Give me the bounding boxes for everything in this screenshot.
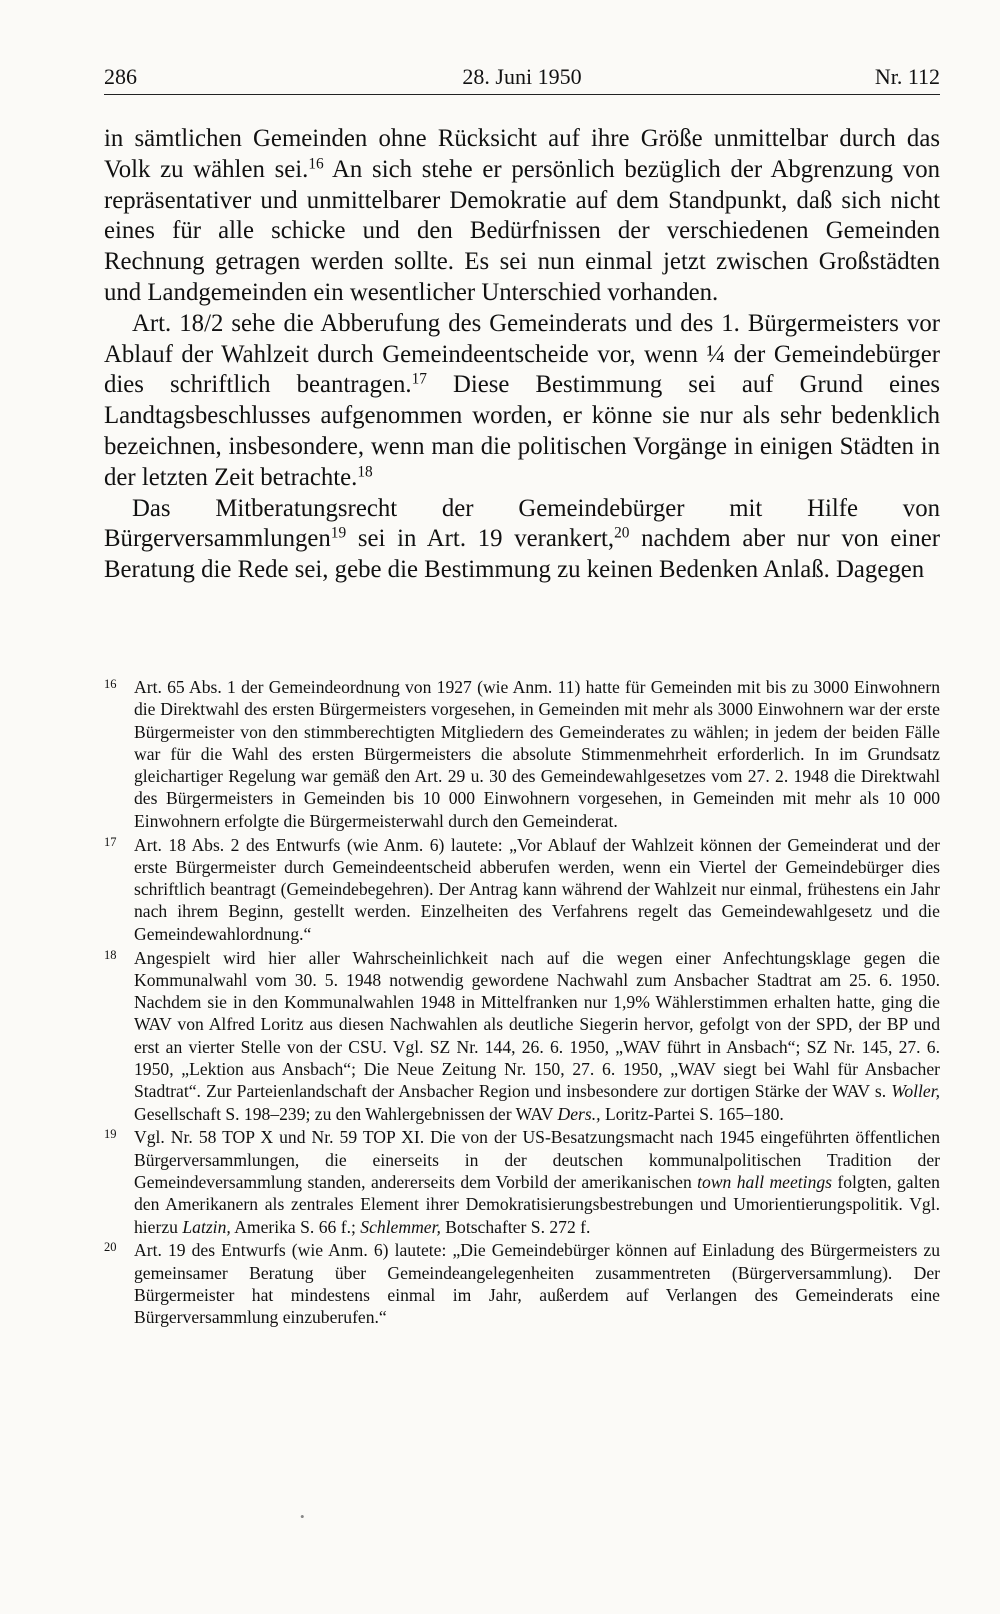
footnote-16 bbox=[104, 676, 940, 832]
italic-term: town hall meetings bbox=[697, 1172, 833, 1193]
text-run: Diese Bestimmung sei auf Grund eines Landtagsbeschlusses aufgenommen worden, er könne sie nur als sehr bedenklich bezeichnen, insbesondere, wenn man die politischen Vorgänge in einigen Städten in der letzten Zeit betrachte. bbox=[104, 371, 940, 491]
stray-mark: • bbox=[300, 1509, 305, 1524]
footnote-number: 18 bbox=[104, 947, 117, 962]
document-number: Nr. 112 bbox=[874, 64, 940, 89]
running-header bbox=[104, 58, 940, 95]
footnote-number: 16 bbox=[104, 677, 117, 691]
footnote-number: 19 bbox=[104, 1127, 117, 1142]
footnote-19 bbox=[104, 1126, 940, 1237]
footnote-ref-16[interactable]: 16 bbox=[308, 155, 324, 173]
text-run: in sämtlichen Gemeinden ohne Rücksicht auf ihre Größe unmittelbar durch das Volk zu wählen sei. bbox=[104, 125, 940, 183]
author-ref: Woller, bbox=[891, 1081, 940, 1102]
footnote-17 bbox=[104, 834, 940, 945]
page-number: 286 bbox=[104, 64, 137, 89]
footnote-18 bbox=[104, 947, 940, 1125]
paragraph-1 bbox=[104, 124, 940, 309]
author-ref: Ders., bbox=[557, 1103, 601, 1124]
body-text bbox=[104, 124, 940, 586]
footnote-ref-18[interactable]: 18 bbox=[357, 463, 373, 481]
footnote-text: Art. 65 Abs. 1 der Gemeindeordnung von 1927 (wie Anm. 11) hatte für Gemeinden mit bis zu 3000 Einwohnern die Direktwahl des ersten Bürgermeisters vorgesehen, in Gemeinden mit mehr als 3000 Einwohnern war der erste Bürgermeister von den stimmberechtigten Mitgliedern des Gemeinderates zu wählen; in jedem der beiden Fälle war für die Wahl des ersten Bürgermeisters die absolute Stimmenmehrheit erforderlich. In im Grundsatz gleichartiger Regelung war gemäß den Art. 29 u. 30 des Gemeindewahlgesetzes vom 27. 2. 1948 die Direktwahl des Bürgermeisters in Gemeinden bis 10 000 Einwohnern vorgesehen, in Gemeinden mit mehr als 10 000 Einwohnern erfolgte die Bürgermeisterwahl durch den Gemeinderat. bbox=[134, 677, 940, 831]
footnote-text: Art. 19 des Entwurfs (wie Anm. 6) lautete: „Die Gemeindebürger können auf Einladung des Bürgermeisters zu gemeinsamer Beratung über Gemeindeangelegenheiten zusammentreten (Bürgerversammlung). Der Bürgermeister hat mindestens einmal im Jahr, außerdem auf Verlangen des Gemeinderats eine Bürgerversammlung einzuberufen.“ bbox=[134, 1240, 940, 1328]
footnote-text: Botschafter S. 272 f. bbox=[440, 1216, 591, 1237]
text-run: Art. 18/2 sehe die Abberufung des Gemeinderats und des 1. Bürgermeisters vor Ablauf der Wahlzeit durch Gemeindeentscheide vor, wenn ¼ der Gemeindebürger dies schriftlich beantragen. bbox=[104, 309, 940, 399]
header-date: 28. Juni 1950 bbox=[462, 64, 582, 89]
footnote-text: Art. 18 Abs. 2 des Entwurfs (wie Anm. 6) lautete: „Vor Ablauf der Wahlzeit können der Gemeinderat und der erste Bürgermeister durch Gemeindeentscheid abberufen werden, wenn ein Viertel der Gemeindebürger dies schriftlich beantragt (Gemeindebegehren). Der Antrag kann während der Wahlzeit nur einmal, frühestens ein Jahr nach ihrem Beginn, gestellt werden. Einzelheiten des Verfahrens regelt das Gemeindewahlgesetz und die Gemeindewahlordnung.“ bbox=[134, 834, 940, 944]
author-ref: Latzin, bbox=[182, 1216, 231, 1237]
text-run: Das Mitberatungsrecht der Gemeindebürger mit Hilfe von Bürgerversammlungen bbox=[104, 494, 940, 553]
footnote-text: Gesellschaft S. 198–239; zu den Wahlergebnissen der WAV bbox=[134, 1103, 558, 1124]
footnote-20 bbox=[104, 1239, 940, 1328]
footnote-number: 20 bbox=[104, 1240, 117, 1255]
paragraph-2 bbox=[104, 309, 940, 494]
footnote-ref-19[interactable]: 19 bbox=[330, 524, 347, 542]
footnote-text: Angespielt wird hier aller Wahrscheinlichkeit nach auf die wegen einer Anfechtungsklage gegen die Kommunalwahl vom 30. 5. 1948 notwendig gewordene Nachwahl zum Ansbacher Stadtrat am 25. 6. 1950. Nachdem sie in den Kommunalwahlen 1948 in Mittelfranken nur 1,9% Wählerstimmen erhalten hatte, ging die WAV von Alfred Loritz aus diesen Nachwahlen als deutliche Siegerin hervor, gefolgt von der SPD, der BP und erst an vierter Stelle von der CSU. Vgl. SZ Nr. 144, 26. 6. 1950, „WAV führt in Ansbach“; SZ Nr. 145, 27. 6. 1950, „Lektion aus Ansbach“; Die Neue Zeitung Nr. 150, 27. 6. 1950, „WAV siegt bei Wahl für Ansbacher Stadtrat“. Zur Parteienlandschaft der Ansbacher Region und insbesondere zur dortigen Stärke der WAV s. bbox=[134, 947, 940, 1102]
footnote-text: Vgl. Nr. 58 TOP X und Nr. 59 TOP XI. Die von der US-Besatzungsmacht nach 1945 eingeführten öffentlichen Bürgerversammlungen, die einerseits in der deutschen kommunalpolitischen Tradition der Gemeindeversammlung standen, andererseits dem Vorbild der amerikanischen bbox=[134, 1127, 940, 1193]
footnote-ref-17[interactable]: 17 bbox=[411, 370, 427, 388]
text-run: sei in Art. 19 verankert, bbox=[346, 525, 615, 553]
footnote-text: Loritz-Partei S. 165–180. bbox=[600, 1103, 784, 1124]
text-run: nachdem aber nur von einer Beratung die Rede sei, gebe die Bestimmung zu keinen Bedenken Anlaß. Dagegen bbox=[104, 525, 940, 584]
paragraph-3 bbox=[104, 494, 940, 586]
author-ref: Schlemmer, bbox=[360, 1216, 441, 1237]
footnote-number: 17 bbox=[104, 834, 117, 849]
footnote-text: Amerika S. 66 f.; bbox=[230, 1216, 361, 1237]
footnote-text: folgten, galten den Amerikanern als zentrales Element ihrer Demokratisierungsbestrebungen und Umorientierungspolitik. Vgl. hierzu bbox=[134, 1172, 940, 1237]
footnote-ref-20[interactable]: 20 bbox=[614, 524, 630, 542]
text-run: An sich stehe er persönlich bezüglich der Abgrenzung von repräsentativer und unmittelbarer Demokratie auf dem Standpunkt, daß sich nicht eines für alle schicke und den Bedürfnissen der verschiedenen Gemeinden Rechnung getragen werden sollte. Es sei nun einmal jetzt zwischen Großstädten und Landgemeinden ein wesentlicher Unterschied vorhanden. bbox=[104, 155, 940, 306]
footnotes bbox=[104, 676, 940, 1330]
